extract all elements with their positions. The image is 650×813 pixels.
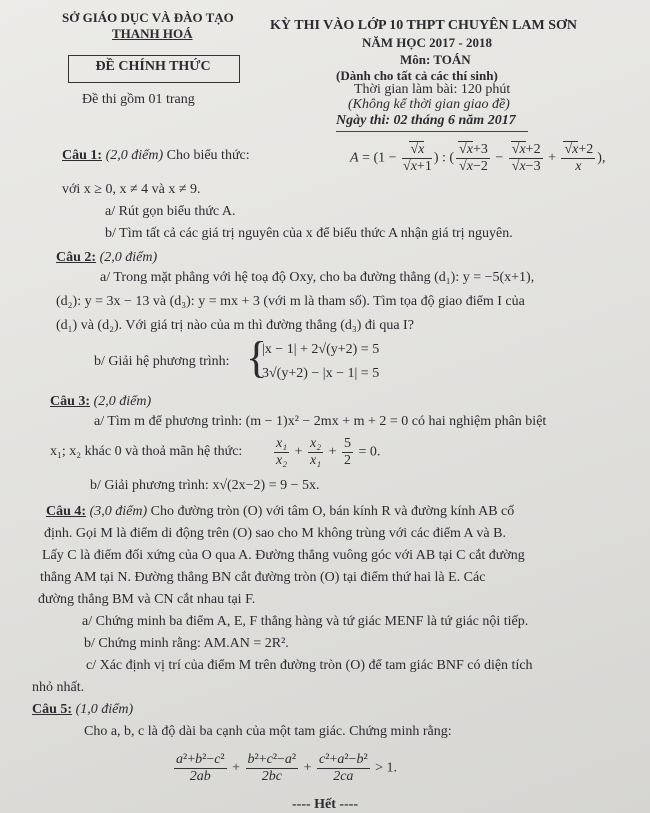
q3-a-line1: a/ Tìm m để phương trình: (m − 1)x² − 2mx + m + 2 = 0 có hai nghiệm phân biệt bbox=[94, 414, 547, 429]
excluding-note: (Không kể thời gian giao đề) bbox=[348, 97, 510, 112]
q4-part-c-line2: nhỏ nhất. bbox=[32, 680, 85, 695]
q1-points: (2,0 điểm) bbox=[105, 148, 164, 163]
q1-formula: A = (1 − √ x √ x+1 ) : ( √ x+3 √ x−2 − √ x+2 √ x−3 + √ $\frac{x+2}{x}$ ), bbox=[350, 142, 605, 175]
q2-a-line1: a/ Trong mặt phẳng với hệ toạ độ Oxy, cho ba đường thẳng (d₁): y = −5(x+1), bbox=[100, 270, 535, 285]
date-underline bbox=[336, 131, 528, 132]
q2-part-b: b/ Giải hệ phương trình: bbox=[94, 354, 230, 369]
q1-intro bbox=[62, 148, 250, 164]
exam-title: KỲ THI VÀO LỚP 10 THPT CHUYÊN LAM SƠN bbox=[270, 18, 578, 33]
q4-line5: đường thẳng BM và CN cắt nhau tại F. bbox=[38, 592, 256, 607]
system-eq2: 3√(y+2) − |x − 1| = 5 bbox=[262, 366, 380, 381]
school-year: NĂM HỌC 2017 - 2018 bbox=[362, 35, 492, 50]
q4-line1-text: Cho đường tròn (O) với tâm O, bán kính R và đường kính AB cố bbox=[150, 504, 515, 519]
audience: (Dành cho tất cả các thí sinh) bbox=[336, 68, 498, 83]
official-label: ĐỀ CHÍNH THỨC bbox=[95, 59, 211, 74]
q4-line4: thẳng AM tại N. Đường thẳng BN cắt đường tròn (O) tại điểm thứ hai là E. Các bbox=[40, 570, 486, 585]
subject: Môn: TOÁN bbox=[400, 52, 471, 67]
q4-points: (3,0 điểm) bbox=[89, 504, 148, 519]
q2-a-line2: (d₂): y = 3x − 13 và (d₃): y = mx + 3 (với m là tham số). Tìm tọa độ giao điểm I của bbox=[56, 294, 525, 309]
q1-part-a: a/ Rút gọn biểu thức A. bbox=[105, 204, 236, 219]
q5-heading bbox=[32, 702, 133, 718]
q4-part-a: a/ Chứng minh ba điểm A, E, F thẳng hàng và tứ giác MENF là tứ giác nội tiếp. bbox=[82, 614, 529, 629]
q4-part-b: b/ Chứng minh rằng: AM.AN = 2R². bbox=[84, 636, 289, 651]
department-line1: SỞ GIÁO DỤC VÀ ĐÀO TẠO bbox=[62, 10, 234, 25]
q3-points: (2,0 điểm) bbox=[93, 394, 152, 409]
q3-label: Câu 3: bbox=[50, 394, 91, 409]
system-brace: { bbox=[246, 333, 268, 382]
q5-intro: Cho a, b, c là độ dài ba cạnh của một tam giác. Chứng minh rằng: bbox=[84, 724, 452, 739]
q5-label: Câu 5: bbox=[32, 702, 73, 717]
q4-label: Câu 4: bbox=[46, 504, 87, 519]
exam-date: Ngày thi: 02 tháng 6 năm 2017 bbox=[336, 113, 516, 128]
end-marker: ---- Hết ---- bbox=[292, 797, 359, 812]
q3-a-formula: $\frac{\text{x₁}}{\text{x₂}}$ + $\frac{\text{x₂}}{\text{x₁}}$ + $\frac{5}{2}$ = 0. bbox=[276, 436, 381, 468]
q1-intro-text: Cho biểu thức: bbox=[166, 148, 250, 163]
page-count: Đề thi gồm 01 trang bbox=[82, 92, 195, 107]
q5-points: (1,0 điểm) bbox=[75, 702, 134, 717]
duration: Thời gian làm bài: 120 phút bbox=[354, 82, 511, 97]
q5-formula: $\frac{\text{a²+b²−c²}}{2ab}$ + $\frac{\text{b²+c²−a²}}{2bc}$ + $\frac{\text{c²+a²−b²}}{2ca}$ > 1. bbox=[176, 752, 398, 784]
q3-a-line2: x₁; x₂ khác 0 và thoả mãn hệ thức: bbox=[50, 444, 243, 459]
q3-part-b: b/ Giải phương trình: x√(2x−2) = 9 − 5x. bbox=[90, 478, 320, 493]
q4-line3: Lấy C là điểm đối xứng của O qua A. Đường thẳng vuông góc với AB tại C cắt đường bbox=[42, 548, 525, 563]
q4-line1 bbox=[46, 504, 514, 520]
q1-part-b: b/ Tìm tất cả các giá trị nguyên của x để biểu thức A nhận giá trị nguyên. bbox=[105, 226, 513, 241]
q1-condition: với x ≥ 0, x ≠ 4 và x ≠ 9. bbox=[62, 182, 201, 197]
q4-line2: định. Gọi M là điểm di động trên (O) sao cho M không trùng với các điểm A và B. bbox=[44, 526, 506, 541]
q2-a-line3: (d₁) và (d₂). Với giá trị nào của m thì đường thẳng (d₃) đi qua I? bbox=[56, 318, 414, 333]
q2-heading bbox=[56, 250, 157, 266]
q2-points: (2,0 điểm) bbox=[99, 250, 158, 265]
q3-heading bbox=[50, 394, 151, 410]
q1-label: Câu 1: bbox=[62, 148, 103, 163]
q4-part-c-line1: c/ Xác định vị trí của điểm M trên đường tròn (O) để tam giác BNF có diện tích bbox=[86, 658, 533, 673]
department-line2: THANH HOÁ bbox=[112, 26, 193, 41]
q2-label: Câu 2: bbox=[56, 250, 97, 265]
system-eq1: |x − 1| + 2√(y+2) = 5 bbox=[262, 342, 380, 357]
